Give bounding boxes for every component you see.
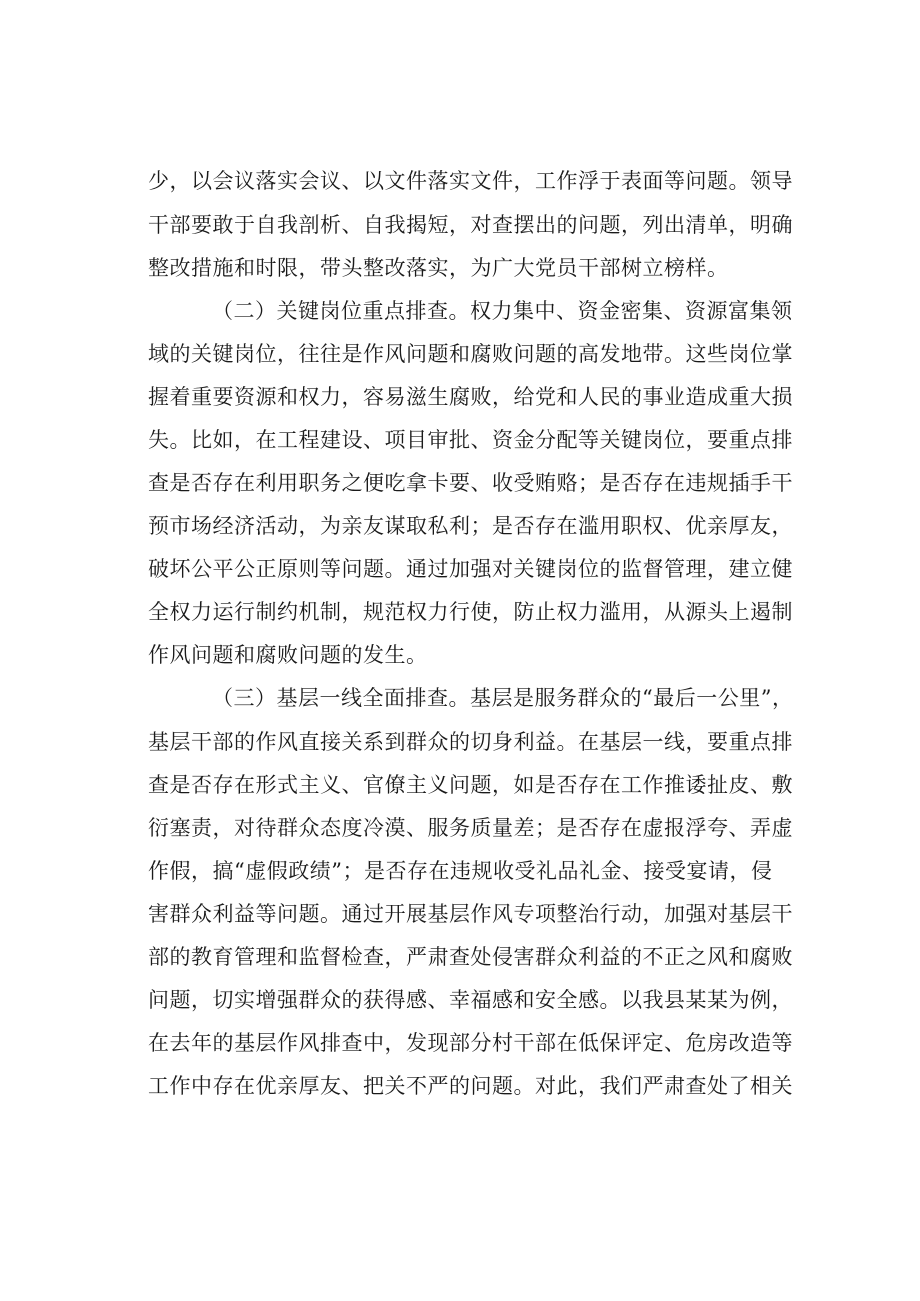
text-line: 域的关键岗位，往往是作风问题和腐败问题的高发地带。这些岗位掌 xyxy=(148,342,793,366)
text-line: 工作中存在优亲厚友、把关不严的问题。对此，我们严肃查处了相关 xyxy=(148,1074,793,1098)
text-line: 干部要敢于自我剖析、自我揭短，对查摆出的问题，列出清单，明确 xyxy=(148,213,793,237)
text-line: 在去年的基层作风排查中，发现部分村干部在低保评定、危房改造等 xyxy=(148,1031,793,1055)
text-line: 全权力运行制约机制，规范权力行使，防止权力滥用，从源头上遏制 xyxy=(148,600,793,624)
text-line: 握着重要资源和权力，容易滋生腐败，给党和人民的事业造成重大损 xyxy=(148,385,793,409)
text-line: 少，以会议落实会议、以文件落实文件，工作浮于表面等问题。领导 xyxy=(148,169,793,193)
text-line: 查是否存在形式主义、官僚主义问题，如是否存在工作推诿扯皮、敷 xyxy=(148,773,793,797)
text-line: 查是否存在利用职务之便吃拿卡要、收受贿赂；是否存在违规插手干 xyxy=(148,471,793,495)
text-line: 部的教育管理和监督检查，严肃查处侵害群众利益的不正之风和腐败 xyxy=(148,945,793,969)
text-line: 问题，切实增强群众的获得感、幸福感和安全感。以我县某某为例， xyxy=(148,988,793,1012)
text-line: 破坏公平公正原则等问题。通过加强对关键岗位的监督管理，建立健 xyxy=(148,557,793,581)
section-heading-line: （二）关键岗位重点排查。权力集中、资金密集、资源富集领 xyxy=(212,299,793,323)
text-line: 作风问题和腐败问题的发生。 xyxy=(148,643,428,667)
text-line: 失。比如，在工程建设、项目审批、资金分配等关键岗位，要重点排 xyxy=(148,428,793,452)
text-line: 整改措施和时限，带头整改落实，为广大党员干部树立榜样。 xyxy=(148,256,729,280)
text-line: 基层干部的作风直接关系到群众的切身利益。在基层一线，要重点排 xyxy=(148,730,793,754)
text-line: 作假，搞“虚假政绩”；是否存在违规收受礼品礼金、接受宴请，侵 xyxy=(148,859,773,883)
section-heading-line: （三）基层一线全面排查。基层是服务群众的“最后一公里”， xyxy=(212,686,794,710)
text-line: 衍塞责，对待群众态度冷漠、服务质量差；是否存在虚报浮夸、弄虚 xyxy=(148,816,793,840)
text-line: 害群众利益等问题。通过开展基层作风专项整治行动，加强对基层干 xyxy=(148,902,793,926)
text-line: 预市场经济活动，为亲友谋取私利；是否存在滥用职权、优亲厚友， xyxy=(148,514,793,538)
